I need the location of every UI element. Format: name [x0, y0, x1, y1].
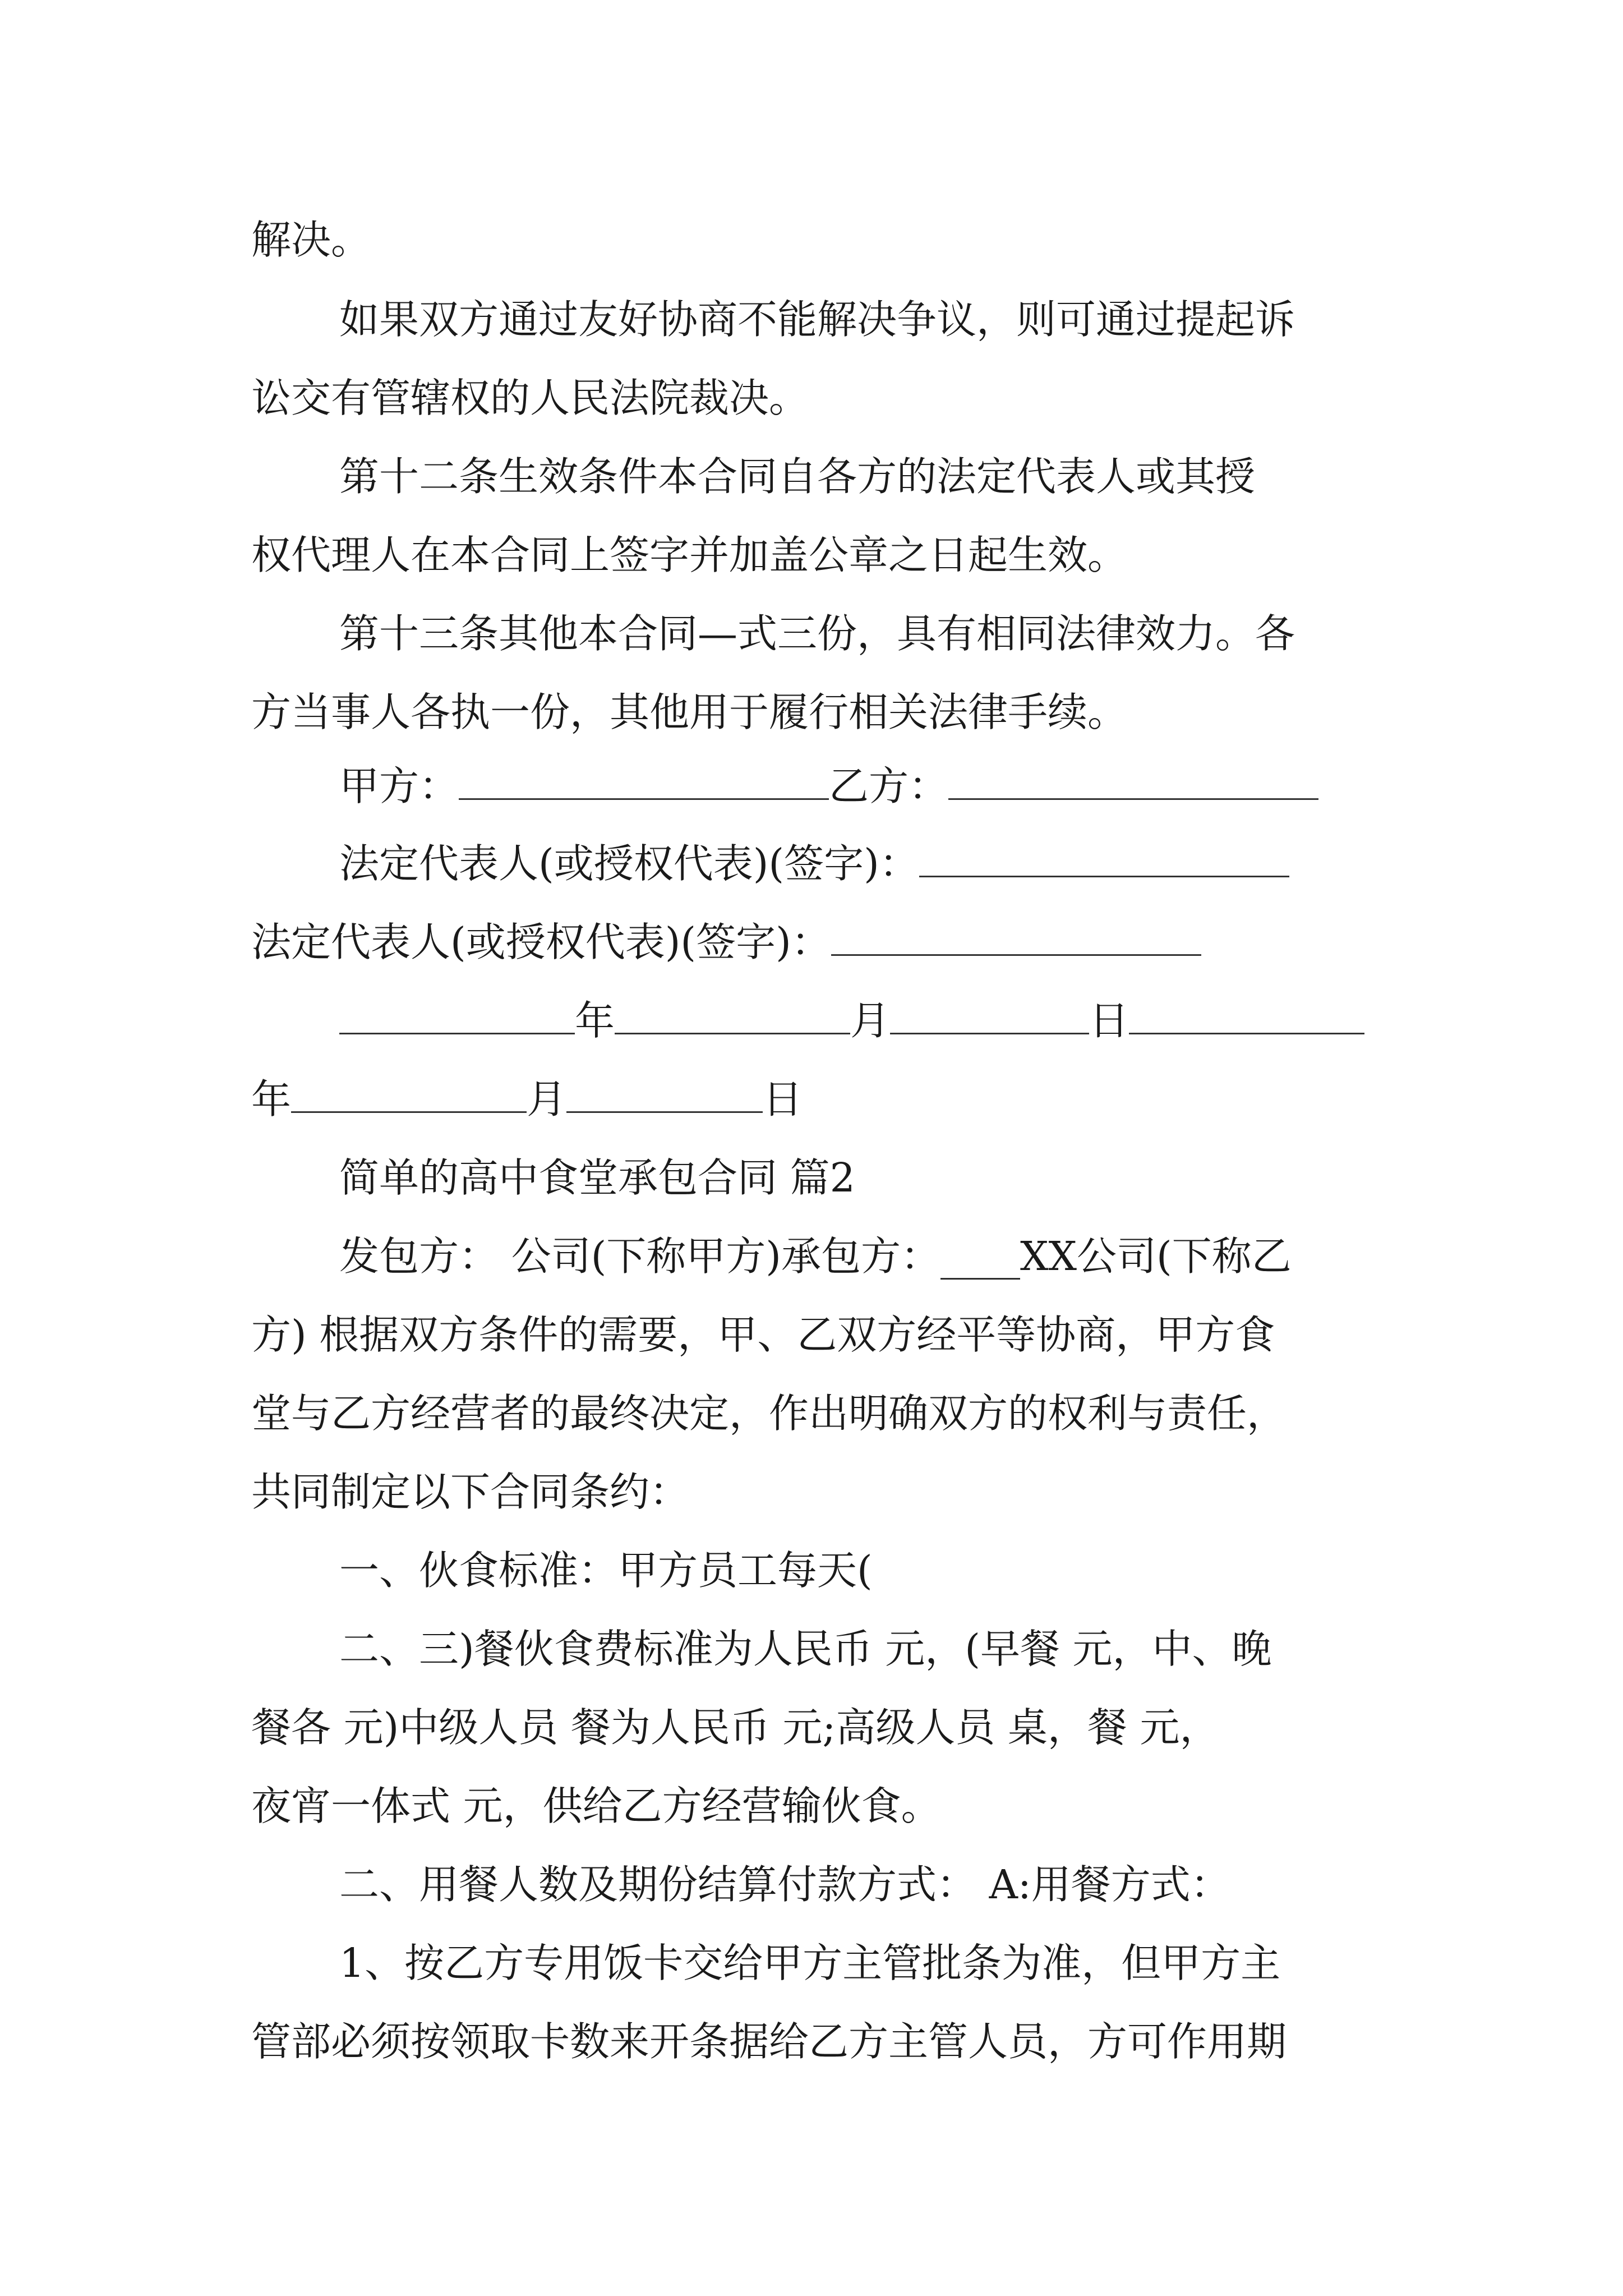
signature-parties-line — [339, 758, 1395, 815]
year-blank — [339, 999, 575, 1034]
text-line: 方) 根据双方条件的需要，甲、乙双方经平等协商，甲方食 — [251, 1312, 1275, 1358]
text-line: 第十三条其他本合同—式三份，具有相同法律效力。各 — [339, 610, 1295, 657]
text-line: 夜宵一体式 元，供给乙方经营输伙食。 — [251, 1783, 941, 1829]
representative-label: 法定代表人(或授权代表)(签字)： — [339, 840, 919, 887]
text-line: 第十二条生效条件本合同自各方的法定代表人或其授 — [339, 453, 1256, 500]
text-line: 解决。 — [251, 217, 371, 263]
text-line: 堂与乙方经营者的最终决定，作出明确双方的权利与责任， — [251, 1390, 1287, 1437]
text-line: 餐各 元)中级人员 餐为人民币 元;高级人员 桌，餐 元， — [251, 1704, 1220, 1751]
day-blank — [890, 999, 1089, 1034]
representative-line — [339, 836, 1395, 892]
party-a-blank — [459, 765, 829, 800]
month-blank — [615, 999, 850, 1034]
month-label: 月 — [850, 997, 891, 1044]
text-line: 发包方： 公司(下称甲方)承包方：____XX公司(下称乙 — [339, 1233, 1292, 1280]
text-line: 方当事人各执一份，其他用于履行相关法律手续。 — [251, 689, 1128, 735]
representative-blank — [831, 921, 1201, 956]
month-label: 月 — [527, 1076, 567, 1122]
month-blank — [291, 1078, 527, 1113]
party-b-blank — [948, 765, 1318, 800]
year-label: 年 — [575, 997, 615, 1044]
year-blank — [1129, 999, 1364, 1034]
date-line — [339, 993, 1395, 1049]
text-line: 一、伙食标准：甲方员工每天( — [339, 1547, 873, 1594]
text-line: 二、三)餐伙食费标准为人民币 元，(早餐 元，中、晚 — [339, 1626, 1272, 1672]
party-a-label: 甲方： — [339, 763, 459, 809]
text-line: 管部必须按领取卡数来开条据给乙方主管人员，方可作用期 — [251, 2018, 1287, 2065]
date-line — [251, 1071, 1395, 1128]
text-line: 如果双方通过友好协商不能解决争议，则可通过提起诉 — [339, 296, 1295, 343]
year-label: 年 — [251, 1076, 292, 1122]
representative-blank — [919, 842, 1289, 877]
text-line: 权代理人在本合同上签字并加盖公章之日起生效。 — [251, 532, 1128, 578]
party-b-label: 乙方： — [829, 763, 949, 809]
text-line: 二、用餐人数及期份结算付款方式： A:用餐方式： — [339, 1861, 1230, 1908]
day-blank — [566, 1078, 763, 1113]
day-label: 日 — [1089, 997, 1129, 1044]
text-line: 共同制定以下合同条约： — [251, 1469, 690, 1515]
section-title: 简单的高中食堂承包合同 篇2 — [339, 1154, 855, 1201]
representative-line — [251, 914, 1395, 970]
text-line: 1、按乙方专用饭卡交给甲方主管批条为准，但甲方主 — [339, 1940, 1281, 1986]
text-line: 讼交有管辖权的人民法院裁决。 — [251, 375, 809, 421]
day-label: 日 — [763, 1076, 803, 1122]
representative-label: 法定代表人(或授权代表)(签字)： — [251, 919, 831, 965]
